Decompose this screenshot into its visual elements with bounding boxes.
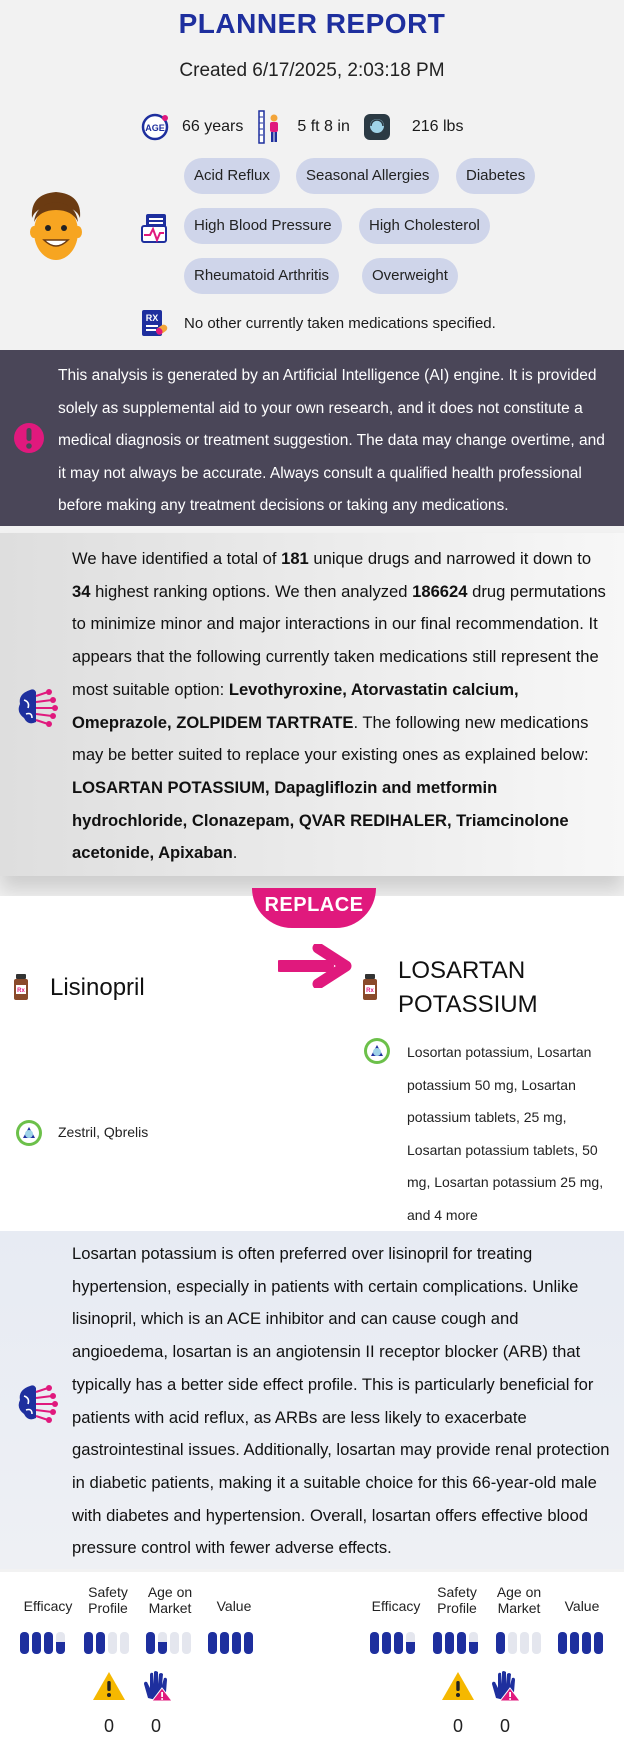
new-value-bars (558, 1632, 603, 1654)
value-label: Value (564, 1598, 600, 1614)
condition-chip: Rheumatoid Arthritis (184, 258, 339, 294)
keep-medications: Levothyroxine, Atorvastatin calcium, Omeprazole, ZOLPIDEM TARTRATE (72, 679, 519, 732)
contraindication-hand-icon (140, 1670, 174, 1702)
condition-chip: High Blood Pressure (184, 208, 342, 244)
value-label: Value (216, 1598, 252, 1614)
patient-stats (140, 110, 475, 144)
replacement-explanation (0, 1231, 624, 1569)
warnings-count: 0 (452, 1716, 463, 1736)
prescription-icon (140, 308, 170, 338)
permutations-count: 186624 (412, 581, 468, 601)
score-bar (208, 1632, 217, 1654)
warning-icon (441, 1670, 475, 1702)
contraindications-count: 0 (150, 1716, 161, 1736)
old-drug-brands: Zestril, Qbrelis (58, 1124, 149, 1140)
weight-scale-icon (362, 112, 392, 142)
svg-text:Rx: Rx (366, 988, 374, 994)
condition-chip: Seasonal Allergies (296, 158, 439, 194)
medical-chart-icon (140, 212, 172, 244)
score-bar (406, 1632, 415, 1654)
score-bar (84, 1632, 93, 1654)
score-bar (445, 1632, 454, 1654)
score-bar (44, 1632, 53, 1654)
condition-chip: Diabetes (456, 158, 535, 194)
score-bar (433, 1632, 442, 1654)
score-bar (20, 1632, 29, 1654)
medications-note-text: No other currently taken medications specified. (184, 314, 496, 332)
condition-chip: Acid Reflux (184, 158, 280, 194)
contraindications-count: 0 (499, 1716, 510, 1736)
patient-height: 5 ft 8 in (297, 118, 350, 135)
new-drug-name: LOSARTAN POTASSIUM (398, 957, 538, 1018)
efficacy-label: Efficacy (371, 1598, 421, 1614)
svg-text:Rx: Rx (17, 988, 25, 994)
score-bar (146, 1632, 155, 1654)
medications-note (140, 308, 496, 338)
score-bar (558, 1632, 567, 1654)
page-title: PLANNER REPORT (178, 8, 446, 39)
replace-arrow-icon (278, 944, 352, 988)
analysis-summary (0, 533, 624, 876)
age-on-market-label: Age on Market (147, 1584, 193, 1616)
svg-text:AGE: AGE (145, 123, 165, 133)
created-timestamp: Created 6/17/2025, 2:03:18 PM (179, 60, 445, 81)
new-age-bars (496, 1632, 541, 1654)
score-bar (170, 1632, 179, 1654)
score-bar (469, 1632, 478, 1654)
ai-network-icon (14, 1380, 58, 1424)
score-bar (182, 1632, 191, 1654)
report-header (0, 0, 624, 348)
score-bar (158, 1632, 167, 1654)
score-bar (382, 1632, 391, 1654)
score-bar (508, 1632, 517, 1654)
score-bar (108, 1632, 117, 1654)
new-efficacy-bars (370, 1632, 415, 1654)
metrics-comparison (0, 1572, 624, 1748)
brands-capsule-icon (14, 1118, 44, 1148)
score-bar (394, 1632, 403, 1654)
score-bar (220, 1632, 229, 1654)
safety-label: Safety Profile (437, 1584, 477, 1616)
score-bar (244, 1632, 253, 1654)
efficacy-label: Efficacy (23, 1598, 73, 1614)
patient-weight: 216 lbs (411, 118, 464, 135)
new-safety-bars (433, 1632, 478, 1654)
old-safety-bars (84, 1632, 129, 1654)
replace-badge: REPLACE (252, 888, 376, 928)
svg-text:RX: RX (145, 313, 159, 323)
new-drug-bottle-icon (362, 974, 378, 1000)
warnings-count: 0 (103, 1716, 114, 1736)
top-options-count: 34 (72, 581, 91, 601)
score-bar (496, 1632, 505, 1654)
score-bar (96, 1632, 105, 1654)
height-icon (255, 112, 285, 142)
patient-avatar-icon (26, 188, 86, 266)
score-bar (32, 1632, 41, 1654)
new-medications: LOSARTAN POTASSIUM, Dapagliflozin and metformin hydrochloride, Clonazepam, QVAR REDIHALER, Triamcinolone acetonide, Apixaban (72, 777, 569, 863)
ai-disclaimer (0, 350, 624, 526)
brands-capsule-icon (362, 1036, 392, 1066)
old-drug-name: Lisinopril (50, 974, 145, 1001)
explanation-text: Losartan potassium is often preferred over lisinopril for treating hypertension, especially in patients with certain complications. Unlike lisinopril, which is an ACE inhibitor and can cause cough and angioedema, losartan is an angiotensin II receptor blocker (ARB) that typically has a better side effect profile. This is particularly beneficial for patients with acid reflux, as ARBs are less likely to exacerbate gastrointestinal issues. Additionally, losartan may provide renal protection in diabetic patients, making it a suitable choice for this 66-year-old male with diabetes and hypertension. Overall, losartan offers effective blood pressure control with fewer adverse effects. (72, 1244, 610, 1558)
score-bar (570, 1632, 579, 1654)
summary-text: We have identified a total of 181 unique drugs and narrowed it down to 34 highest ranking options. We then analyzed 186624 drug permutations to minimize minor and major interactions in our final recommendation. It appears that the following currently taken medications still represent the most suitable option: Levothyroxine, Atorvastatin calcium, Omeprazole, ZOLPIDEM TARTRATE. The following new medications may be better suited to replace your existing ones as explained below: LOSARTAN POTASSIUM, Dapagliflozin and metformin hydrochloride, Clonazepam, QVAR REDIHALER, Triamcinolone acetonide, Apixaban. (72, 549, 606, 863)
score-bar (56, 1632, 65, 1654)
disclaimer-text: This analysis is generated by an Artificial Intelligence (AI) engine. It is provided solely as supplemental aid to your own research, and it does not constitute a medical diagnosis or treatment suggestion. The data may change overtime, and it may not always be accurate. Always consult a qualified health professional before making any treatment decisions or taking any medications. (58, 367, 605, 515)
score-bar (370, 1632, 379, 1654)
score-bar (457, 1632, 466, 1654)
old-drug-bottle-icon (13, 974, 29, 1000)
score-bar (582, 1632, 591, 1654)
patient-age: 66 years (182, 118, 244, 135)
score-bar (120, 1632, 129, 1654)
new-drug-brands: Losortan potassium, Losartan potassium 50 mg, Losartan potassium tablets, 25 mg, Losartan potassium tablets, 50 mg, Losartan potassium 25 mg, and 4 more (407, 1044, 604, 1223)
contraindication-hand-icon (488, 1670, 522, 1702)
score-bar (232, 1632, 241, 1654)
score-bar (532, 1632, 541, 1654)
safety-label: Safety Profile (88, 1584, 128, 1616)
condition-chip: High Cholesterol (359, 208, 490, 244)
score-bar (594, 1632, 603, 1654)
old-efficacy-bars (20, 1632, 65, 1654)
old-value-bars (208, 1632, 253, 1654)
ai-network-icon (14, 684, 58, 728)
score-bar (520, 1632, 529, 1654)
condition-chip: Overweight (362, 258, 458, 294)
old-age-bars (146, 1632, 191, 1654)
exclamation-icon (13, 422, 45, 454)
age-icon (140, 112, 170, 142)
total-drugs-count: 181 (281, 549, 309, 568)
age-on-market-label: Age on Market (496, 1584, 542, 1616)
warning-icon (92, 1670, 126, 1702)
